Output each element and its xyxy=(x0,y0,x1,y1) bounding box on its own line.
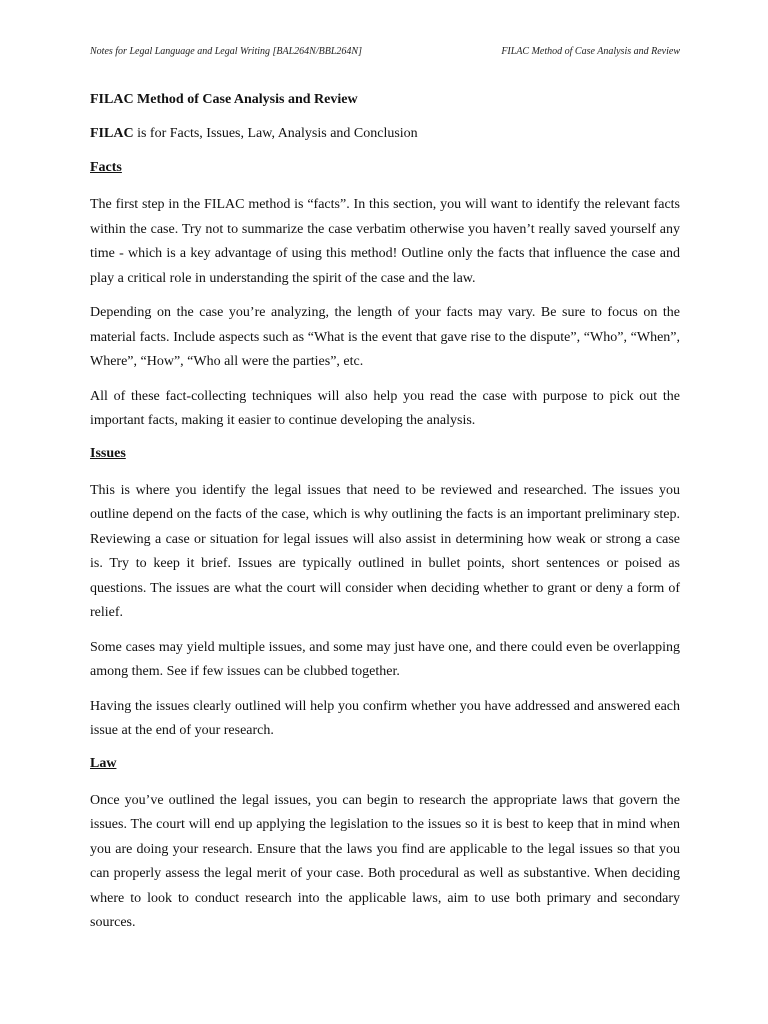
document-title: FILAC Method of Case Analysis and Review xyxy=(90,92,358,107)
acronym-definition xyxy=(90,124,680,144)
paragraph: This is where you identify the legal issues that need to be reviewed and researched. The issues you outline depend on the facts of the case, which is why outlining the facts is an important preliminary step. Reviewing a case or situation for legal issues will also assist in determining how weak or strong a case is. Try to keep it brief. Issues are typically outlined in bullet points, short sentences or poised as questions. The issues are what the court will consider when deciding whether to grant or deny a form of relief. xyxy=(90,482,680,620)
document-body xyxy=(90,90,680,946)
section-heading-issues: Issues xyxy=(90,445,126,461)
acronym-expansion: is for Facts, Issues, Law, Analysis and Conclusion xyxy=(133,126,418,141)
section-heading-facts: Facts xyxy=(90,160,122,175)
section-heading-law: Law xyxy=(90,755,117,771)
paragraph: Some cases may yield multiple issues, and some may just have one, and there could even be overlapping among them. See if few issues can be clubbed together. xyxy=(90,639,680,679)
paragraph: The first step in the FILAC method is “facts”. In this section, you will want to identify the relevant facts within the case. Try not to summarize the case verbatim otherwise you haven’t really saved yourself any time - which is a key advantage of using this method! Outline only the facts that influence the case and play a critical role in understanding the spirit of the case and the law. xyxy=(90,197,680,286)
header-course-title: Notes for Legal Language and Legal Writing [BAL264N/BBL264N] xyxy=(90,46,362,57)
header-document-title: FILAC Method of Case Analysis and Review xyxy=(501,46,680,57)
section-facts xyxy=(90,158,680,434)
paragraph: Once you’ve outlined the legal issues, you can begin to research the appropriate laws that govern the issues. The court will end up applying the legislation to the issues so it is best to keep that in mind when you are doing your research. Ensure that the laws you find are applicable to the legal issues so that you can properly assess the legal merit of your case. Both procedural as well as substantive. When deciding where to look to conduct research into the applicable laws, aim to use both primary and secondary sources. xyxy=(90,792,680,930)
section-law xyxy=(90,754,680,936)
section-issues xyxy=(90,444,680,744)
paragraph: Depending on the case you’re analyzing, the length of your facts may vary. Be sure to focus on the material facts. Include aspects such as “What is the event that gave rise to the dispute”, “Who”, “When”, Where”, “How”, “Who all were the parties”, etc. xyxy=(90,305,680,369)
paragraph: All of these fact-collecting techniques will also help you read the case with purpose to pick out the important facts, making it easier to continue developing the analysis. xyxy=(90,388,680,428)
acronym: FILAC xyxy=(90,126,134,141)
running-header xyxy=(90,46,680,58)
paragraph: Having the issues clearly outlined will help you confirm whether you have addressed and answered each issue at the end of your research. xyxy=(90,698,680,738)
